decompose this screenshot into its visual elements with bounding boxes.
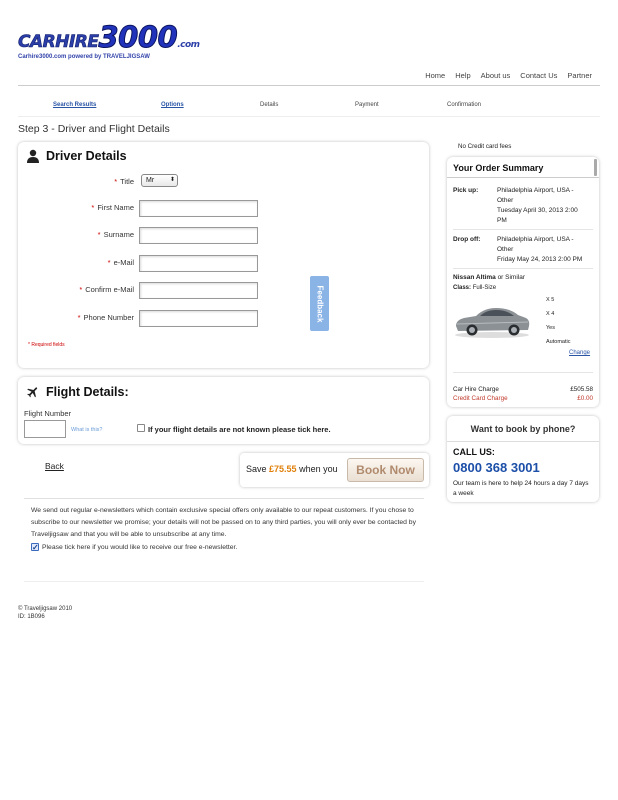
site-logo[interactable] <box>18 18 200 66</box>
car-hire-charge-value: £505.58 <box>570 386 593 393</box>
book-by-phone-panel <box>447 416 599 502</box>
spec-bags: X 4 <box>546 311 555 317</box>
confirm-email-label-text: Confirm e-Mail <box>85 285 134 294</box>
phone-label <box>78 313 134 322</box>
car-similar: or Similar <box>497 274 526 281</box>
content-divider <box>24 498 424 499</box>
order-summary-header <box>447 157 599 178</box>
email-row <box>0 255 270 272</box>
title-select-value: Mr <box>146 177 155 184</box>
first-name-row <box>0 200 270 217</box>
flight-number-input[interactable] <box>24 420 66 438</box>
footer <box>18 605 72 621</box>
credit-card-charge-value: £0.00 <box>577 395 593 402</box>
header-divider <box>18 85 600 86</box>
step-payment: Payment <box>355 102 379 108</box>
email-input[interactable] <box>139 255 258 272</box>
summary-divider <box>453 229 593 230</box>
pickup-place: Philadelphia Airport, USA - Other <box>497 187 574 204</box>
summary-scrollbar <box>594 159 597 176</box>
step-options[interactable]: Options <box>161 102 184 108</box>
pickup-details <box>497 186 589 226</box>
dropoff-details <box>497 235 589 265</box>
step-confirmation: Confirmation <box>447 102 482 108</box>
save-suffix: when you <box>299 464 338 474</box>
phone-row <box>0 310 270 327</box>
booking-steps <box>0 102 618 112</box>
flight-unknown-label: If your flight details are not known please tick here. <box>148 425 331 434</box>
car-image <box>452 300 532 340</box>
required-mark: * <box>77 313 81 322</box>
airplane-icon <box>26 385 40 399</box>
email-label-text: e-Mail <box>113 258 134 267</box>
feedback-tab[interactable] <box>310 276 329 331</box>
newsletter-checkbox[interactable]: ✓ <box>32 543 39 552</box>
car-model: Nissan Altima <box>453 274 496 281</box>
nav-partner[interactable]: Partner <box>567 71 592 80</box>
nav-home[interactable]: Home <box>425 71 446 80</box>
required-mark: * <box>107 258 111 267</box>
confirm-email-row <box>0 282 270 299</box>
page-title: Step 3 - Driver and Flight Details <box>18 123 170 135</box>
logo-part-carhire: CARHIRE <box>18 32 99 52</box>
car-class-value: Full-Size <box>472 285 497 291</box>
logo-tagline: Carhire3000.com powered by TRAVELJIGSAW <box>18 54 150 60</box>
save-text <box>246 464 338 474</box>
summary-divider <box>453 372 593 373</box>
call-us-label: CALL US: <box>453 447 495 457</box>
order-summary-title: Your Order Summary <box>453 163 544 173</box>
logo-wordmark <box>18 20 200 54</box>
footer-divider <box>24 581 424 582</box>
car-hire-charge-label: Car Hire Charge <box>453 386 499 393</box>
spec-transmission: Automatic <box>546 339 571 345</box>
feedback-tab-label: Feedback <box>315 285 324 322</box>
logo-part-3000: 3000 <box>98 20 178 54</box>
book-now-button[interactable]: Book Now <box>347 458 424 482</box>
newsletter-checkbox-label: Please tick here if you would like to receive our free e-newsletter. <box>42 544 238 551</box>
driver-details-heading-text: Driver Details <box>46 149 127 163</box>
phone-label-text: Phone Number <box>83 313 134 322</box>
save-amount: £75.55 <box>269 464 297 474</box>
spec-air-conditioning: Yes <box>546 325 555 331</box>
newsletter-text: We send out regular e-newsletters which contain exclusive special offers only available to our repeat customers. If you chose to subscribe to our newsletter we promise; your details will not be passed on to any third parties, you will only ever be contacted by Traveljigsaw and that you will be able to unsubscribe at any time. <box>31 507 416 538</box>
spec-passengers: X 5 <box>546 297 555 303</box>
footer-id: ID: 1B096 <box>18 614 45 620</box>
car-class <box>453 285 496 291</box>
surname-row <box>0 227 270 244</box>
logo-part-com: .com <box>177 40 200 50</box>
dropoff-time: Friday May 24, 2013 2:00 PM <box>497 256 583 263</box>
surname-label-text: Surname <box>103 230 134 239</box>
dropoff-row <box>453 235 593 267</box>
back-link[interactable]: Back <box>45 461 64 471</box>
credit-card-charge-label: Credit Card Charge <box>453 395 508 402</box>
email-label <box>108 258 134 267</box>
save-prefix: Save <box>246 464 267 474</box>
required-mark: * <box>79 285 83 294</box>
nav-about-us[interactable]: About us <box>480 71 511 80</box>
footer-copyright: © Traveljigsaw 2010 <box>18 606 73 612</box>
step-search-results[interactable]: Search Results <box>53 102 97 108</box>
phone-number[interactable]: 0800 368 3001 <box>453 460 540 475</box>
first-name-label-text: First Name <box>97 203 134 212</box>
required-mark: * <box>114 177 118 186</box>
flight-details-heading <box>26 385 129 399</box>
first-name-input[interactable] <box>139 200 258 217</box>
flight-unknown-checkbox[interactable] <box>137 424 145 432</box>
pickup-time: Tuesday April 30, 2013 2:00 PM <box>497 207 578 224</box>
pickup-label: Pick up: <box>453 187 479 194</box>
surname-input[interactable] <box>139 227 258 244</box>
confirm-email-label <box>79 285 134 294</box>
change-car-link[interactable]: Change <box>569 350 591 356</box>
required-mark: * <box>97 230 101 239</box>
title-row <box>0 174 270 191</box>
person-icon <box>26 149 40 163</box>
steps-divider <box>18 116 600 117</box>
phone-note: Our team is here to help 24 hours a day 7 days a week <box>453 480 589 497</box>
phone-input[interactable] <box>139 310 258 327</box>
select-updown-icon: ⬍ <box>169 177 175 183</box>
car-name <box>453 274 525 281</box>
pickup-row <box>453 186 593 228</box>
no-credit-card-fees: No Credit card fees <box>458 143 512 150</box>
title-label-text: Title <box>120 177 134 186</box>
book-by-phone-heading: Want to book by phone? <box>447 416 599 442</box>
top-navigation <box>425 71 592 80</box>
title-select[interactable] <box>141 174 178 187</box>
dropoff-place: Philadelphia Airport, USA - Other <box>497 236 574 253</box>
required-mark: * <box>91 203 95 212</box>
step-details: Details <box>260 102 279 108</box>
summary-divider <box>453 268 593 269</box>
car-class-label: Class: <box>453 285 472 291</box>
dropoff-label: Drop off: <box>453 236 481 243</box>
nav-help[interactable]: Help <box>455 71 471 80</box>
flight-details-heading-text: Flight Details: <box>46 385 129 399</box>
driver-details-heading <box>26 149 127 163</box>
what-is-this-link[interactable]: What is this? <box>71 427 103 433</box>
order-summary-panel <box>447 157 599 407</box>
confirm-email-input[interactable] <box>139 282 258 299</box>
flight-number-label: Flight Number <box>24 409 72 418</box>
title-label <box>114 177 134 186</box>
save-book-box <box>240 453 429 487</box>
required-fields-note: * Required fields <box>28 342 65 348</box>
surname-label <box>98 230 134 239</box>
first-name-label <box>91 203 134 212</box>
nav-contact-us[interactable]: Contact Us <box>520 71 558 80</box>
